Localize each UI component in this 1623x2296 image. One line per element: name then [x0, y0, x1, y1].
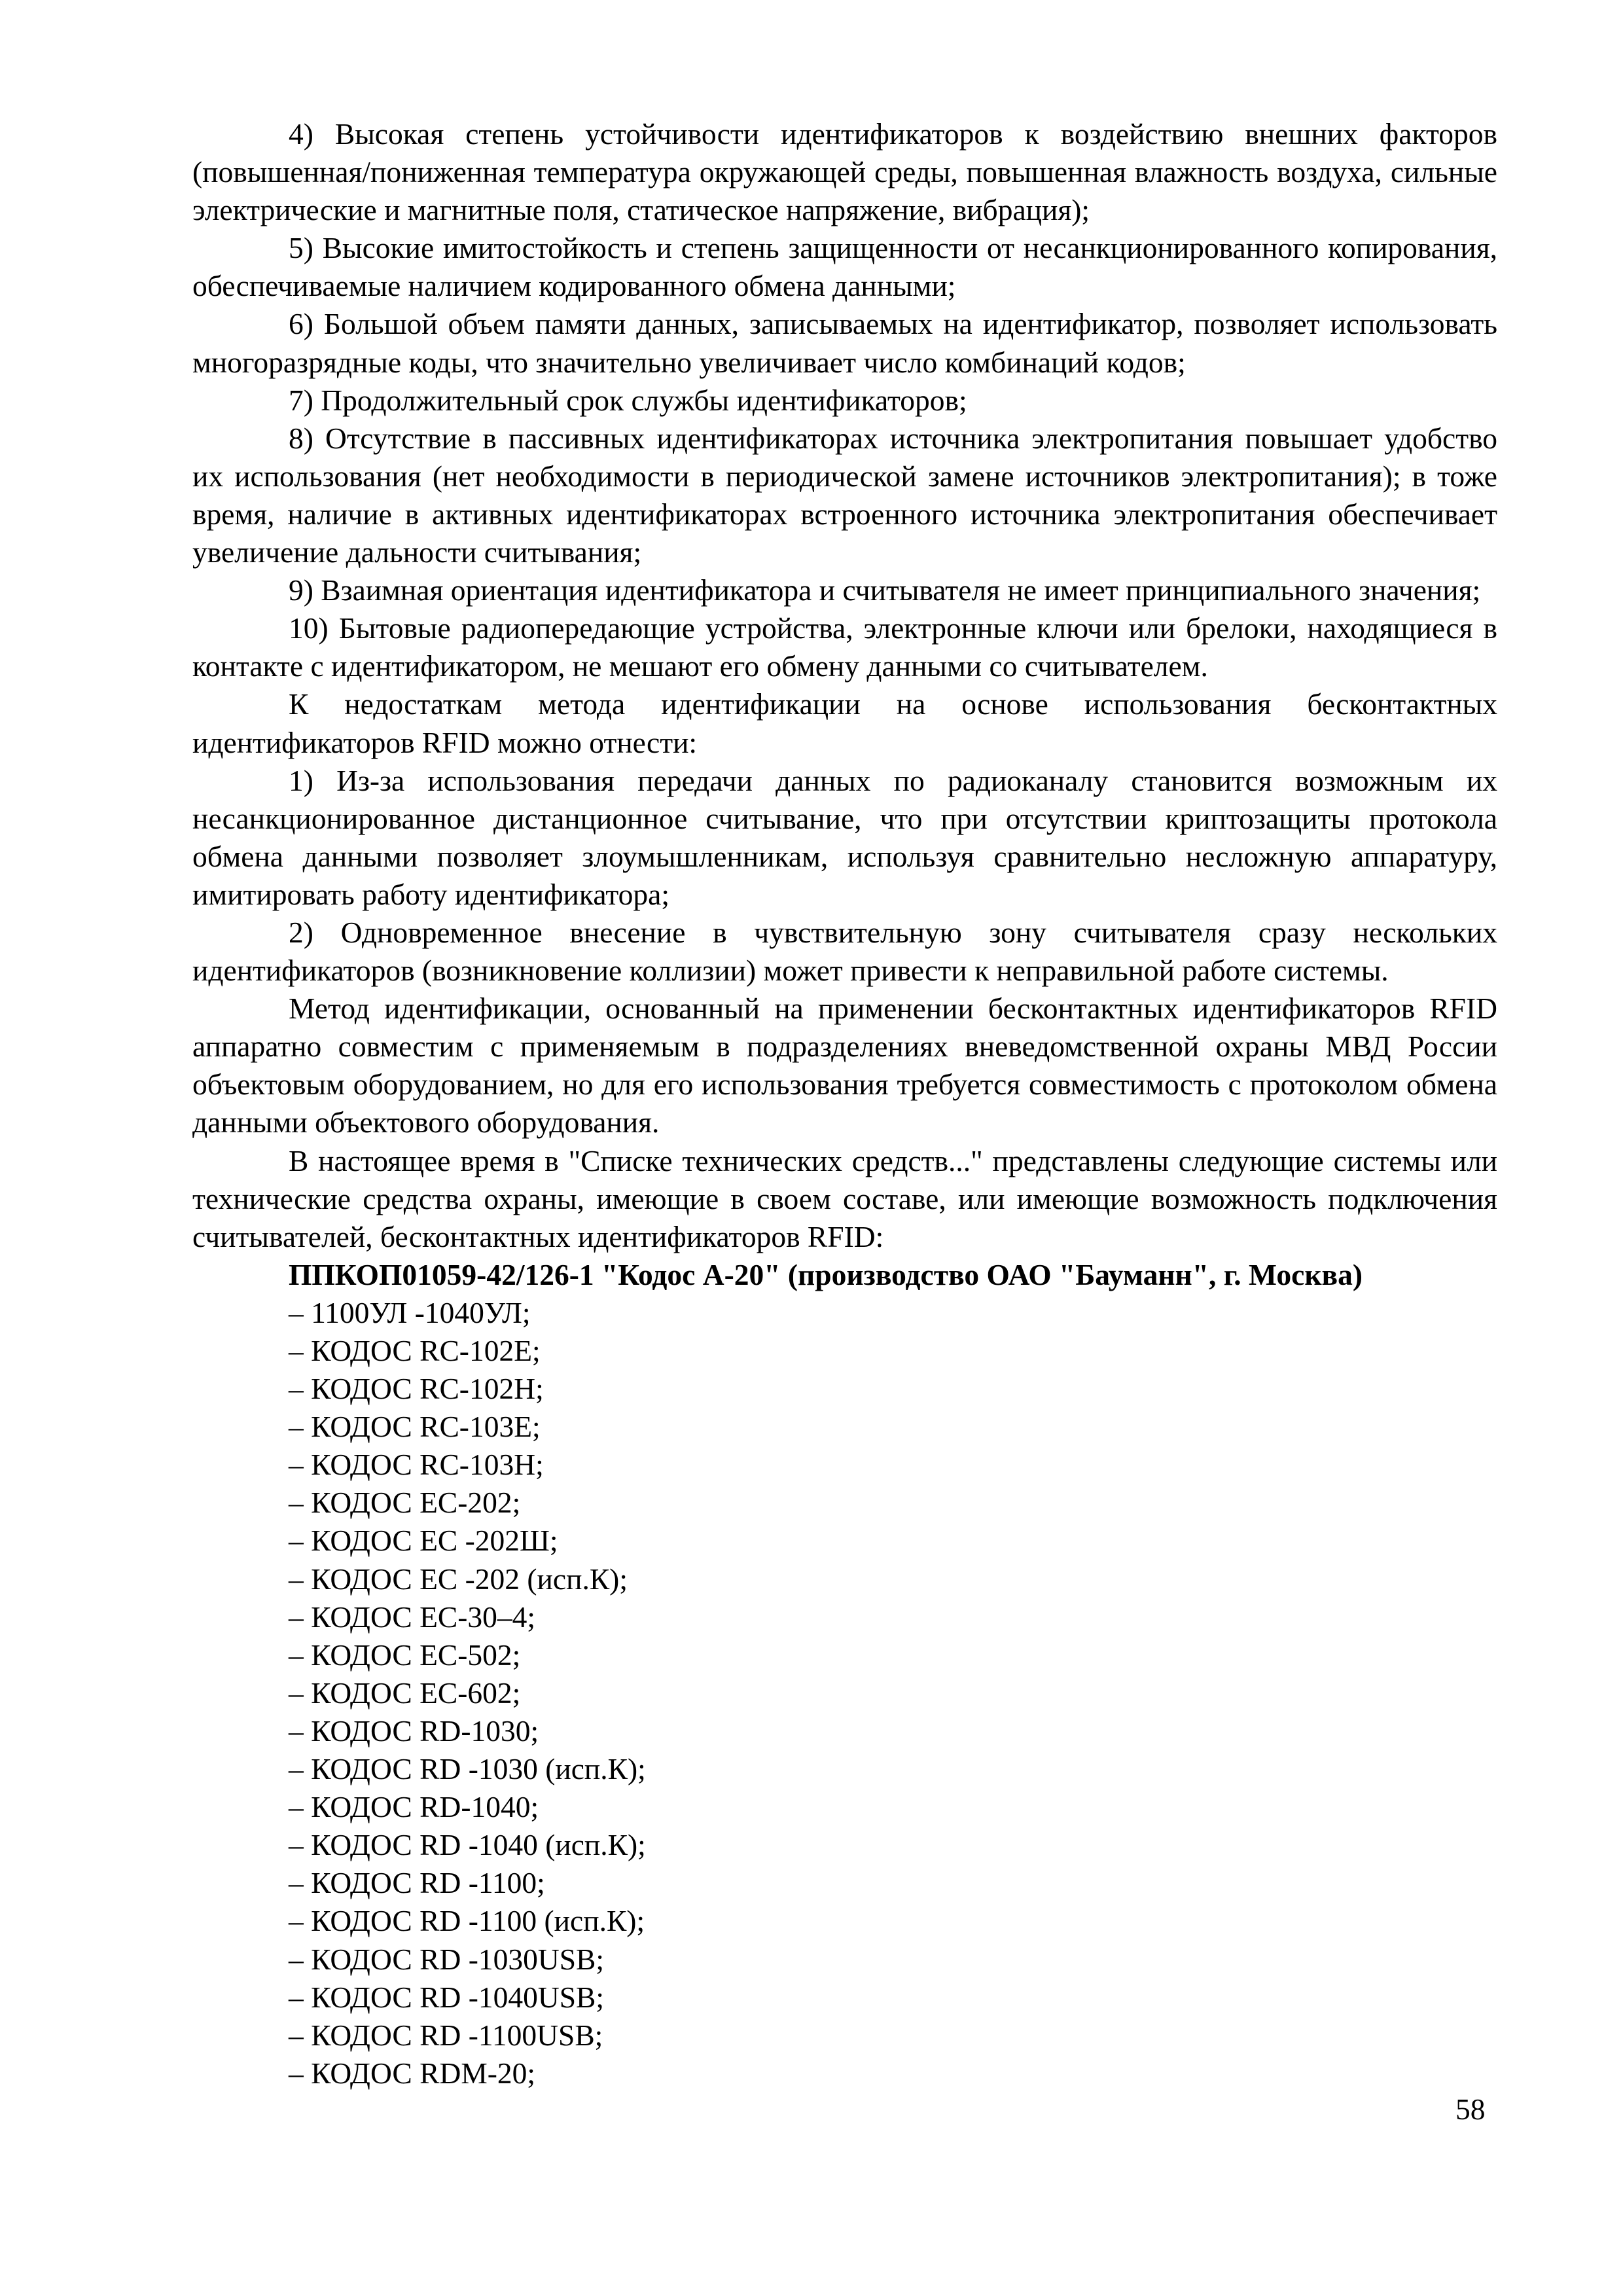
list-item: – КОДОС ЕС -202Ш; — [289, 1524, 558, 1558]
system-heading: ППКОП01059-42/126-1 "Кодос А-20" (производство ОАО "Бауманн", г. Москва) — [289, 1257, 1363, 1291]
list-item: – КОДОС RD-1040; — [289, 1790, 539, 1824]
paragraph: 2) Одновременное внесение в чувствительную зону считывателя сразу нескольких идентификаторов (возникновение коллизии) может привести к неправильной работе системы. — [192, 915, 1497, 988]
list-item: – КОДОС RC-102E; — [289, 1334, 541, 1367]
list-item: – КОДОС ЕС-602; — [289, 1676, 521, 1710]
list-item: – КОДОС ЕС-502; — [289, 1638, 521, 1672]
list-item: – КОДОС RD -1100; — [289, 1866, 545, 1900]
list-item: – КОДОС ЕС-30–4; — [289, 1600, 536, 1634]
list-item: – КОДОС RD -1030 (исп.К); — [289, 1752, 646, 1786]
paragraph: 10) Бытовые радиопередающие устройства, электронные ключи или брелоки, находящиеся в контакте с идентификатором, не мешают его обмену данными со считывателем. — [192, 611, 1497, 683]
list-item: – КОДОС RD -1030USB; — [289, 1942, 604, 1976]
paragraph: 9) Взаимная ориентация идентификатора и считывателя не имеет принципиального значения; — [289, 573, 1481, 607]
list-item: – КОДОС RC-103E; — [289, 1410, 541, 1444]
paragraph: Метод идентификации, основанный на применении бесконтактных идентификаторов RFID аппаратно совместим с применяемым в подразделениях вневедомственной охраны МВД России объектовым оборудованием, но для его использования требуется совместимость с протоколом обмена данными объектового оборудования. — [192, 992, 1497, 1139]
list-item: – КОДОС RD-1030; — [289, 1713, 539, 1748]
paragraph: 5) Высокие имитостойкость и степень защищенности от несанкционированного копирования, обеспечиваемые наличием кодированного обмена данными; — [192, 231, 1497, 303]
list-item: – 1100УЛ -1040УЛ; — [289, 1295, 531, 1329]
list-item: – КОДОС RD -1100 (исп.К); — [289, 1904, 645, 1938]
list-item: – КОДОС RD -1040 (исп.К); — [289, 1828, 646, 1862]
device-list — [192, 1294, 1497, 2092]
page-number: 58 — [1455, 2092, 1486, 2126]
list-item: – КОДОС ЕС-202; — [289, 1486, 521, 1520]
paragraph: 8) Отсутствие в пассивных идентификаторах источника электропитания повышает удобство их использования (нет необходимости в периодической замене источников электропитания); в тоже время, наличие в активных идентификаторах встроенного источника электропитания обеспечивает увеличение дальности считывания; — [192, 421, 1497, 569]
list-item: – КОДОС RC-103H; — [289, 1448, 544, 1482]
page-body — [192, 115, 1497, 2092]
paragraph: К недостаткам метода идентификации на основе использования бесконтактных идентификаторов RFID можно отнести: — [192, 687, 1497, 759]
list-item: – КОДОС ЕС -202 (исп.К); — [289, 1562, 628, 1596]
paragraph: 4) Высокая степень устойчивости идентификаторов к воздействию внешних факторов (повышенная/пониженная температура окружающей среды, повышенная влажность воздуха, сильные электрические и магнитные поля, статическое напряжение, вибрация); — [192, 117, 1497, 227]
paragraph: В настоящее время в "Списке технических средств..." представлены следующие системы или технические средства охраны, имеющие в своем составе, или имеющие возможность подключения считывателей, бесконтактных идентификаторов RFID: — [192, 1143, 1497, 1253]
paragraph: 6) Большой объем памяти данных, записываемых на идентификатор, позволяет использовать многоразрядные коды, что значительно увеличивает число комбинаций кодов; — [192, 307, 1497, 379]
list-item: – КОДОС RC-102H; — [289, 1372, 544, 1406]
list-item: – КОДОС RD -1040USB; — [289, 1980, 604, 2014]
paragraph: 1) Из-за использования передачи данных по радиоканалу становится возможным их несанкционированное дистанционное считывание, что при отсутствии криптозащиты протокола обмена данными позволяет злоумышленникам, используя сравнительно несложную аппаратуру, имитировать работу идентификатора; — [192, 763, 1497, 911]
paragraph: 7) Продолжительный срок службы идентификаторов; — [289, 383, 967, 417]
list-item: – КОДОС RDM-20; — [289, 2056, 536, 2090]
list-item: – КОДОС RD -1100USB; — [289, 2018, 603, 2052]
